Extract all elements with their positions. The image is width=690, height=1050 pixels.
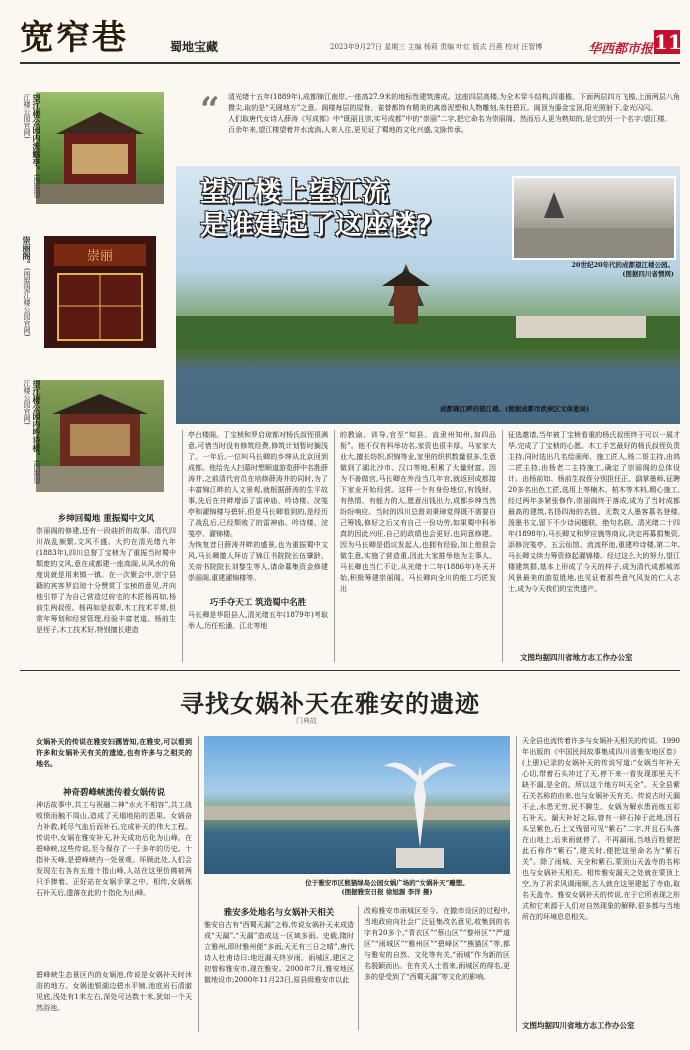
photo-caption-3: 望江楼公园内吟诗楼。(图据望江楼公园官网) <box>23 380 42 484</box>
article2-subheading-1: 神奇碧峰峡流传着女娲传说 <box>62 788 165 798</box>
issue-info: 2023年9月27日 星期三 主编 杨莉 责编 叶红 版式 吕燕 校对 汪智博 <box>330 43 543 51</box>
photo-caption-1: 望江楼公园内流觞亭。(图据望江楼公园官网) <box>23 94 42 198</box>
intro-text <box>228 92 680 162</box>
chongli-interior <box>44 236 156 348</box>
yinshi-tower-photo <box>36 380 164 492</box>
article1-col2c: 马长卿是华阳县人,清光绪五年(1879年)考取举人,历任松潘、江北等地 <box>188 611 328 630</box>
nuwa-statue-drawing <box>204 736 510 874</box>
article2-headline: 寻找女娲补天在雅安的遗迹 <box>180 690 480 718</box>
liushang-pavilion-photo <box>36 92 164 204</box>
divider <box>358 906 359 1030</box>
article1-col2: 亭台楼阁。丁宝桢和罗启琼都对杨氏叔侄很满意,可惜当时没有修筑经费,修筑计划暂时搁浅了。一年后,一位叫马长卿的乡绅从北京回到成都。他给先人扫墓时想顺道游览薛中名胜薛涛井,之前清代官员在培修薛涛井的同时,为了丰富锦江畔的人文景观,就根据薛涛的生平故事,先后在井畔增添了雷神庙、吟诗楼、浣笺亭和濯锦楼与碧轩,但是马长卿看到的,是经历了战乱后,已经颓败了的雷神庙、吟诗楼、浣笺亭、濯锦楼。 为恢复昔日薛涛井畔的盛景,也为重振蜀中文风,马长卿邀人拜访了锦江书院院长伍肇龄、关帝书院院长刘黎生等人,请命募集资金修建崇丽阁,重建濯锦楼等。 <box>188 431 328 582</box>
divider <box>182 430 183 662</box>
nuwa-statue-photo <box>204 736 510 874</box>
article2-col2: 雅安自古有“西蜀天漏”之称,传说女娲补天未成造成“天漏”,“天漏”造成这一区域多雨。史载,隋时立雅州,即时雅州便“多雨,天无有三日之晴”,唐代诗人杜甫诗曰:地近漏天终岁雨。雨城区,建区之初曾称雅安市,现在雅安。2000年7月,雅安地区撤地设市;2000年11月23日,原县级雅安市以此 <box>204 921 354 984</box>
article1-credit: 文图均据四川省地方志工作办公室 <box>520 653 633 662</box>
subheading-2: 巧手夺天工 筑造蜀中名胜 <box>209 598 307 608</box>
quote-mark: “ <box>200 90 220 130</box>
header-rule <box>20 62 680 64</box>
intro-paragraph-3: 百余年来,望江楼望着井水流淌,人来人往,更见证了蜀地的文化兴盛,文脉传承。 <box>228 126 468 134</box>
article2-credit: 文图均据四川省地方志工作办公室 <box>522 1021 635 1030</box>
divider <box>502 430 503 662</box>
article2-lead: 女娲补天的传说在雅安妇孺皆知,在雅安,可以看到许多和女娲补天有关的遗迹,也有许多与之相关的地名。 <box>36 737 192 768</box>
page-number: 11 <box>654 30 682 54</box>
divider <box>334 430 335 662</box>
section-title: 宽窄巷 <box>20 18 128 58</box>
pavilion-drawing <box>36 92 164 204</box>
old-tower-drawing <box>514 178 674 258</box>
article1-col1: 崇丽阁的修建,还有一段曲折的故事。清代四川战乱频繁,文风不盛。大约在清光绪九年(1883年),四川总督丁宝桢为了重振当时蜀中颓废的文风,意在成都建一座高阁,从风水的角度说就是用来镇一镇。在一次聚会中,崇宁县籍的宾客罗启琼十分赞赏丁宝桢的意见,并向他引荐了为自己营造过府宅的木匠杨再如,杨前生两叔侄。杨再如是叔辈,木工技术平常,但常年筹划和经营管理,经验丰富老道。杨前生是侄子,木工技术好,特别擅长建造 <box>36 527 176 634</box>
main-photo-caption: 成都锦江畔的望江楼。(图据成都市武侯区文体旅局) <box>440 405 590 413</box>
chongli-pavilion-photo <box>44 236 156 348</box>
svg-text:崇丽: 崇丽 <box>86 249 114 264</box>
article2-col4: 天全县也流传着许多与女娲补天相关的传说。1990年出版的《中国民间故事集成四川省雅安地区卷》(上册)记录的女娲补天的传说写道:“女娲当年补天心切,带着石头冲过了天,停下来一看发现那里天不缺不漏,是全的。所以这个地方叫天全”。天全县紫石关名称的由来,也与女娲补天有关。传说古时天漏不止,水患无穷,民不聊生。女娲为解水患而炼五彩石补天。漏天补好之际,曾有一碎石掉于此地,因石头呈紫色,石上又残留可见“紫石”二字,并且石头落在山地上,后来雨就停了。不再漏雨,当地百姓便把此石称作“紫石”,建关时,便把这里命名为“紫石关”。除了雨城、天全和紫石,蒙顶山天盖寺的名称也与女娲补天相关。相传雅安漏天之处就在蒙顶上空,为了祈求风调雨顺,古人就在这里建起了寺庙,取名天盖寺。雅安女娲补天的传说,在于它所表现之形式和它来源于人们对自然现象的解释,很多都与当地所在的环境息息相关。 <box>522 737 680 921</box>
article2-tag: 门典故 <box>296 717 317 725</box>
nuwa-photo-caption: 位于雅安市区熊猫绿岛公园女娲广场的“女娲补天”雕塑。 (图据雅安日报 徐旭源 李洋 摄) <box>305 879 469 896</box>
headline: 望江楼上望江流 是谁建起了这座楼? <box>200 177 432 241</box>
article2-col3: 改称雅安市雨城区至今。在撤市设区的过程中,当地政府向社会广泛征集改名意见,收集到的名字有20多个,“青衣区”“蔡山区”“黎州区”“严道区”“雨城区”“雅州区”“碧峰区”“熊猫区”等,都与雅安的自然、文化等有关,“雨城”作为新的区名脱颖而出。在有关人士看来,雨城区的得名,更多的是受到了“西蜀天漏”等文化的影响。 <box>364 907 510 981</box>
article-divider <box>20 670 680 671</box>
intro-paragraph-2: 人们取唐代女诗人薛涛《写成都》中“既丽且崇,实号成都”中的“崇丽”二字,把它命名为崇丽阁。然而后人更为熟知的,是它的另一个名字:望江楼。 <box>228 115 672 123</box>
article2-col1: 神话故事中,共工与祝融二神“水火不相容”,共工战败愤而触不周山,造成了天塌地陷的恶果。女娲奋力补救,耗尽气血后而补石,完成补天的伟大工程。传说中,女娲在雅安补天,补天成功后化为山峰。在碧峰峡,这些传说,至今保存了一千多年的历史。十指补天峰,是碧峰峡内一处景观。环顾此处,人们会发现左右各有五座十指山峰,人站在这里仿佛被两只手捧着。正好站在女娲手掌之中。相传,女娲炼石补天后,遗落在此的十指化为山峰。 <box>36 801 192 897</box>
section-subtitle: 蜀地宝藏 <box>170 40 219 54</box>
photo-caption-2: 崇丽阁。(图据望江楼公园官网) <box>22 236 32 337</box>
article1-col3: 的教谕、训导,官至“知县、直隶州知州,加四品衔”。他不仅有科举功名,家资也很丰厚。马家家大业大,擅长纺织,织锦等业,家里的织机数量很多,生意做到了湖北沙市、汉口等地,积累了大量财富。因为不善做官,马长卿在外没当几年官,就返回成都接下家业开始经营。这样一个有身份地位,有钱财、有热情、有能力的人,愿意出钱出力,成都乡绅当然纷纷响应。当时的四川总督刘秉璋觉得既不需要自己筹钱,修好之后又有自己一份功劳,如果蜀中科举真的因此兴旺,自己的政绩也会更好,也同意修建。因为马长卿是倡议发起人,也拥有经验,加上他很会做生意,实施了营造重,因此大家推举他为主事人。马长卿也当仁不让,从光绪十二年(1886年)冬天开始,积极筹建崇丽阁。马长卿向全川的能工巧匠发出 <box>340 431 496 593</box>
divider <box>198 736 199 1032</box>
divider <box>516 736 517 1032</box>
newspaper-logo: 华西都市报 <box>588 42 654 57</box>
article1-col4: 征选邀请,当年被丁宝桢看重的杨氏叔侄终于可以一展才华,完成了丁宝桢的心愿。木工手艺最好的杨氏叔侄负责主持,同时选出几名绘画师、施工匠人,杨二哥主持,由鸿二匠主持,由杨老二主持施工,确定了崇丽阁的总体设计。由杨前如、杨前生叔侄分别担任正、副掌墨师,征聘20多名出色工匠,选用上等楠木、柏木等木料,精心施工,经过两年多紧张修作,崇丽阁终于落成,成为了当时成都最高的建筑,名扬四海的名胜。无数文人墨客慕名登楼,泼墨书文,留下不少诗词楹联、绝句名联。清光绪二十四年(1898年),马长卿又和罗应旒等商议,决定再募捐集资,添修浣笺亭、五云仙馆、流流杯池,重建吟诗楼,第二年,马长卿又续力筹资修起濯锦楼。经过这么大的努力,望江楼建筑群,基本上形成了今天的样子,成为清代成都城郊风景最美的游览胜地,也见证着那些意气风发的仁人志士,成为今天我们的宝贵遗产。 <box>508 431 680 593</box>
old-photo-caption: 20世纪20年代的成都望江楼公园。 (图据四川省情网) <box>571 261 674 278</box>
article2-subheading-2: 雅安多处地名与女娲补天相关 <box>223 908 335 918</box>
intro-paragraph-1: 清光绪十五年(1889年),成都锦江南岸,一座高27.9米的地标性建筑落成。这座四层高楼,为全木穿斗结构,四重檐。下面两层四方飞檐,上面两层八角攒尖,取的是“天圆地方”之意。阁楼每层的屋脊、雀替都饰有精美的禽兽泥塑和人物雕刻,朱柱碧瓦。阁顶为鎏金宝顶,阳光照射下,金光闪闪。 <box>228 93 680 112</box>
tower-drawing <box>36 380 164 492</box>
subheading-1: 乡绅回蜀地 重振蜀中文风 <box>57 514 155 524</box>
article2-col1b: 碧峰峡生态景区内的女娲池,传说是女娲补天时沐浴的地方。女娲池银湖边碧水平铺,池底岩石清澈见底,浅处有1米左右,深处可达数十米,犹如一个天然浴池。 <box>36 971 192 1012</box>
old-photo <box>512 176 676 260</box>
